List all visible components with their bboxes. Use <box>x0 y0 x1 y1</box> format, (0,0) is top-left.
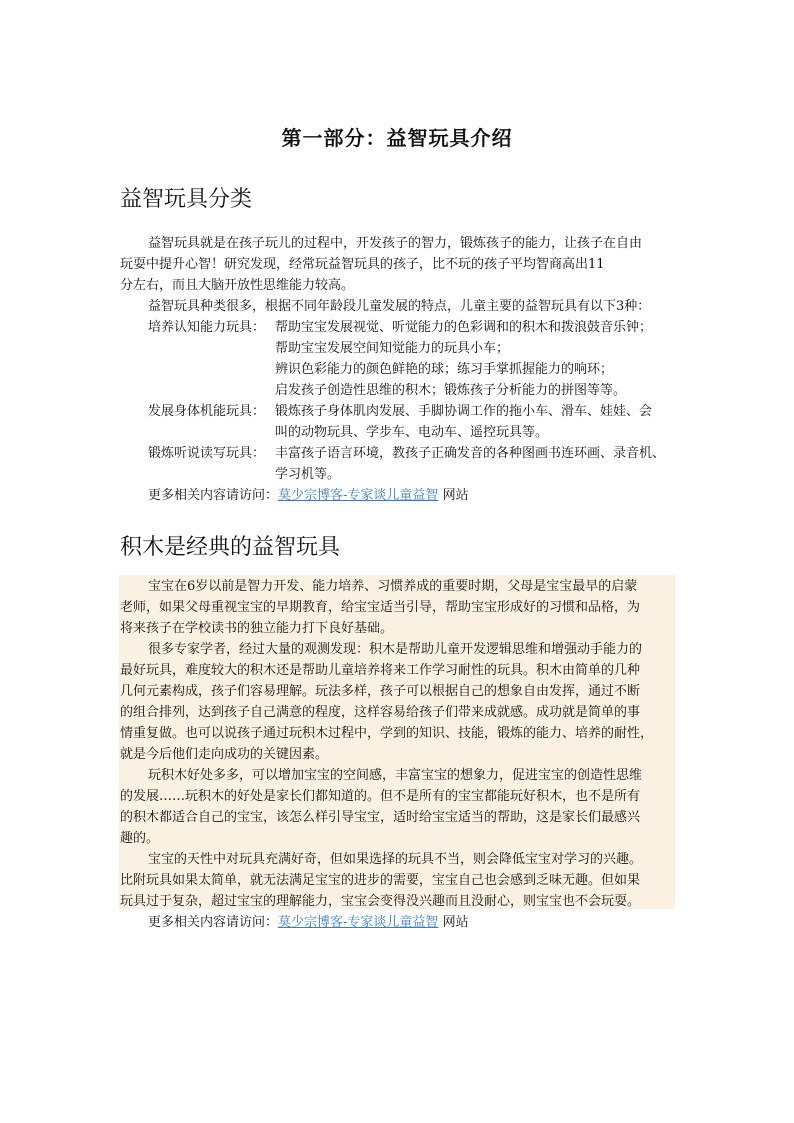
category-cognitive-line-3: 辨识色彩能力的颜色鲜艳的球；练习手掌抓握能力的响环； <box>275 362 614 377</box>
section-heading-toy-types: 益智玩具分类 <box>120 187 253 212</box>
p3-line-3: 的积木都适合自己的宝宝，该怎么样引导宝宝，适时给宝宝适当的帮助，这是家长们最感兴 <box>120 810 641 825</box>
category-language-line-1: 丰富孩子语言环境，教孩子正确发音的各种图画书连环画、录音机、 <box>275 446 666 461</box>
category-language-line-2: 学习机等。 <box>275 467 341 482</box>
section-heading-blocks: 积木是经典的益智玩具 <box>120 535 341 560</box>
intro-line-1: 益智玩具就是在孩子玩儿的过程中，开发孩子的智力，锻炼孩子的能力，让孩子在自由 <box>148 236 643 251</box>
types-line: 益智玩具种类很多，根据不同年龄段儿童发展的特点，儿童主要的益智玩具有以下3种： <box>148 299 651 314</box>
p2-line-6: 就是今后他们走向成功的关键因素。 <box>120 747 329 762</box>
p2-line-3: 几何元素构成，孩子们容易理解。玩法多样，孩子可以根据自己的想象自由发挥，通过不断 <box>120 684 641 699</box>
category-label-cognitive: 培养认知能力玩具： <box>148 320 266 335</box>
category-cognitive-line-1: 帮助宝宝发展视觉、听觉能力的色彩调和的积木和拨浪鼓音乐钟； <box>275 320 653 335</box>
p3-line-2: 的发展……玩积木的好处是家长们都知道的。但不是所有的宝宝都能玩好积木，也不是所有 <box>120 789 641 804</box>
intro-line-2: 玩耍中提升心智！研究发现，经常玩益智玩具的孩子，比不玩的孩子平均智商高出11 <box>120 257 605 272</box>
p4-line-1: 宝宝的天性中对玩具充满好奇，但如果选择的玩具不当，则会降低宝宝对学习的兴趣。 <box>148 852 643 867</box>
category-physical-line-1: 锻炼孩子身体肌肉发展、手脚协调工作的拖小车、滑车、娃娃、会 <box>275 404 653 419</box>
more-info-suffix-2: 网站 <box>442 915 469 930</box>
more-info-prefix-2: 更多相关内容请访问： <box>148 915 279 930</box>
p4-line-3: 玩具过于复杂，超过宝宝的理解能力，宝宝会变得没兴趣而且没耐心，则宝宝也不会玩耍。 <box>120 894 641 909</box>
more-info-suffix: 网站 <box>442 488 469 503</box>
p4-line-2: 比附玩具如果太简单，就无法满足宝宝的进步的需要，宝宝自己也会感到乏味无趣。但如果 <box>120 873 641 888</box>
p1-line-1: 宝宝在6岁以前是智力开发、能力培养、习惯养成的重要时期，父母是宝宝最早的启蒙 <box>148 579 638 594</box>
p3-line-1: 玩积木好处多多，可以增加宝宝的空间感，丰富宝宝的想象力，促进宝宝的创造性思维 <box>148 768 643 783</box>
p1-line-3: 将来孩子在学校读书的独立能力打下良好基础。 <box>120 621 394 636</box>
p1-line-2: 老师，如果父母重视宝宝的早期教育，给宝宝适当引导，帮助宝宝形成好的习惯和品格，为 <box>120 600 641 615</box>
blog-link[interactable]: 莫少宗博客-专家谈儿童益智 <box>278 488 439 503</box>
intro-line-3: 分左右，而且大脑开放性思维能力较高。 <box>120 278 355 293</box>
more-info-prefix: 更多相关内容请访问： <box>148 488 279 503</box>
category-cognitive-line-2: 帮助宝宝发展空间知觉能力的玩具小车； <box>275 341 510 356</box>
p2-line-5: 情重复做。也可以说孩子通过玩积木过程中，学到的知识、技能，锻炼的能力、培养的耐性， <box>120 726 654 741</box>
category-label-physical: 发展身体机能玩具： <box>148 404 266 419</box>
p2-line-2: 最好玩具，难度较大的积木还是帮助儿童培养将来工作学习耐性的玩具。积木由简单的几种 <box>120 663 641 678</box>
p2-line-4: 的组合排列，达到孩子自己满意的程度，这样容易给孩子们带来成就感。成功就是简单的事 <box>120 705 641 720</box>
category-physical-line-2: 叫的动物玩具、学步车、电动车、遥控玩具等。 <box>275 425 549 440</box>
p3-line-4: 趣的。 <box>120 831 160 846</box>
page-title: 第一部分：益智玩具介绍 <box>281 126 513 150</box>
blog-link-2[interactable]: 莫少宗博客-专家谈儿童益智 <box>278 915 439 930</box>
more-info-line-1 <box>148 485 469 506</box>
category-label-language: 锻炼听说读写玩具： <box>148 446 266 461</box>
category-cognitive-line-4: 启发孩子创造性思维的积木；锻炼孩子分析能力的拼图等等。 <box>275 383 627 398</box>
more-info-line-2 <box>148 912 469 933</box>
p2-line-1: 很多专家学者，经过大量的观测发现：积木是帮助儿童开发逻辑思维和增强动手能力的 <box>148 642 643 657</box>
